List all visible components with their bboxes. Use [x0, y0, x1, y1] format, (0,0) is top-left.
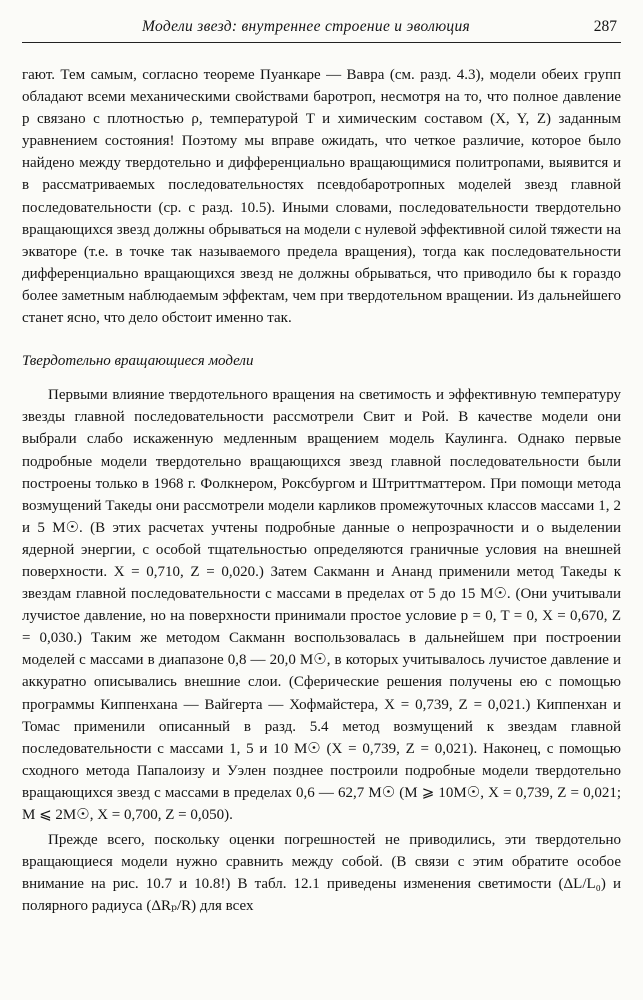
- paragraph-continued: гают. Тем самым, согласно теореме Пуанкаре — Вавра (см. разд. 4.3), модели обеих групп обладают всеми механическими свойствами баротроп, несмотря на то, что полное давление p связано с плотностью ρ, температурой T и химическим составом (X, Y, Z) заданным уравнением состояния! Поэтому мы вправе ожидать, что четкое различие, которое было найдено между твердотельно и дифференциально вращающимися политропами, выявится и в рассматриваемых последовательностях псевдобаротропных моделей звезд главной последовательности (ср. с разд. 10.5). Иными словами, последовательности твердотельно вращающихся звезд должны обрываться на модели с нулевой эффективной силой тяжести на экваторе (т.е. в точке так называемого предела вращения), тогда как последовательности дифференциально вращающихся звезд не должны обрываться, что приводило бы к гораздо более заметным наблюдаемым эффектам, чем при твердотельном вращении. Из дальнейшего станет ясно, что дело обстоит именно так.: [22, 67, 621, 327]
- paragraph-rigid-rotation: Первыми влияние твердотельного вращения на светимость и эффективную температуру звезды главной последовательности рассмотрели Свит и Рой. В качестве модели они выбрали слабо искаженную медленным вращением модель Каулинга. Однако первые подробные модели твердотельно вращающихся звезд главной последовательности были построены только в 1968 г. Фолкнером, Роксбургом и Штриттматтером. При помощи метода возмущений Такеды они рассмотрели модели карликов промежуточных классов массами 1, 2 и 5 M☉. (В этих расчетах учтены подробные данные о непрозрачности и о выделении ядерной энергии, с особой тщательностью определяются граничные условия на внешней поверхности. X = 0,710, Z = 0,020.) Затем Сакманн и Ананд применили метод Такеды к звездам главной последовательности с массами в пределах от 5 до 15 M☉. (Они учитывали лучистое давление, но на поверхности принимали простое условие p = 0, T = 0, X = 0,670, Z = 0,030.) Таким же методом Сакманн воспользовалась в дальнейшем при построении моделей с массами в диапазоне 0,8 — 20,0 M☉, в которых учитывалось лучистое давление и аккуратно описывались внешние слои. (Сферические решения получены ею с помощью программы Киппенхана — Вайгерта — Хофмайстера, X = 0,739, Z = 0,021.) Киппенхан и Томас применили описанный в разд. 5.4 метод возмущений к звездам главной последовательности с массами 1, 5 и 10 M☉ (X = 0,739, Z = 0,021). Наконец, с помощью сходного метода Папалоизу и Уэлен позднее построили подробные модели твердотельно вращающихся звезд с массами в пределах 0,6 — 62,7 M☉ (M ⩾ 10M☉, X = 0,739, Z = 0,021; M ⩽ 2M☉, X = 0,700, Z = 0,050).: [22, 387, 621, 823]
- page-number: 287: [593, 18, 617, 35]
- paragraph-comparison: Прежде всего, поскольку оценки погрешностей не приводились, эти твердотельно вращающиеся модели нужно сравнить между собой. (В связи с этим обратите особое внимание на рис. 10.7 и 10.8!) В табл. 12.1 приведены изменения светимости (ΔL/L₀) и полярного радиуса (ΔRₚ/R) для всех: [22, 832, 621, 915]
- page-body: [22, 64, 621, 917]
- running-title: Модели звезд: внутреннее строение и эволюция: [142, 18, 471, 35]
- section-heading: Твердотельно вращающиеся модели: [22, 353, 254, 370]
- page-header: [22, 8, 621, 43]
